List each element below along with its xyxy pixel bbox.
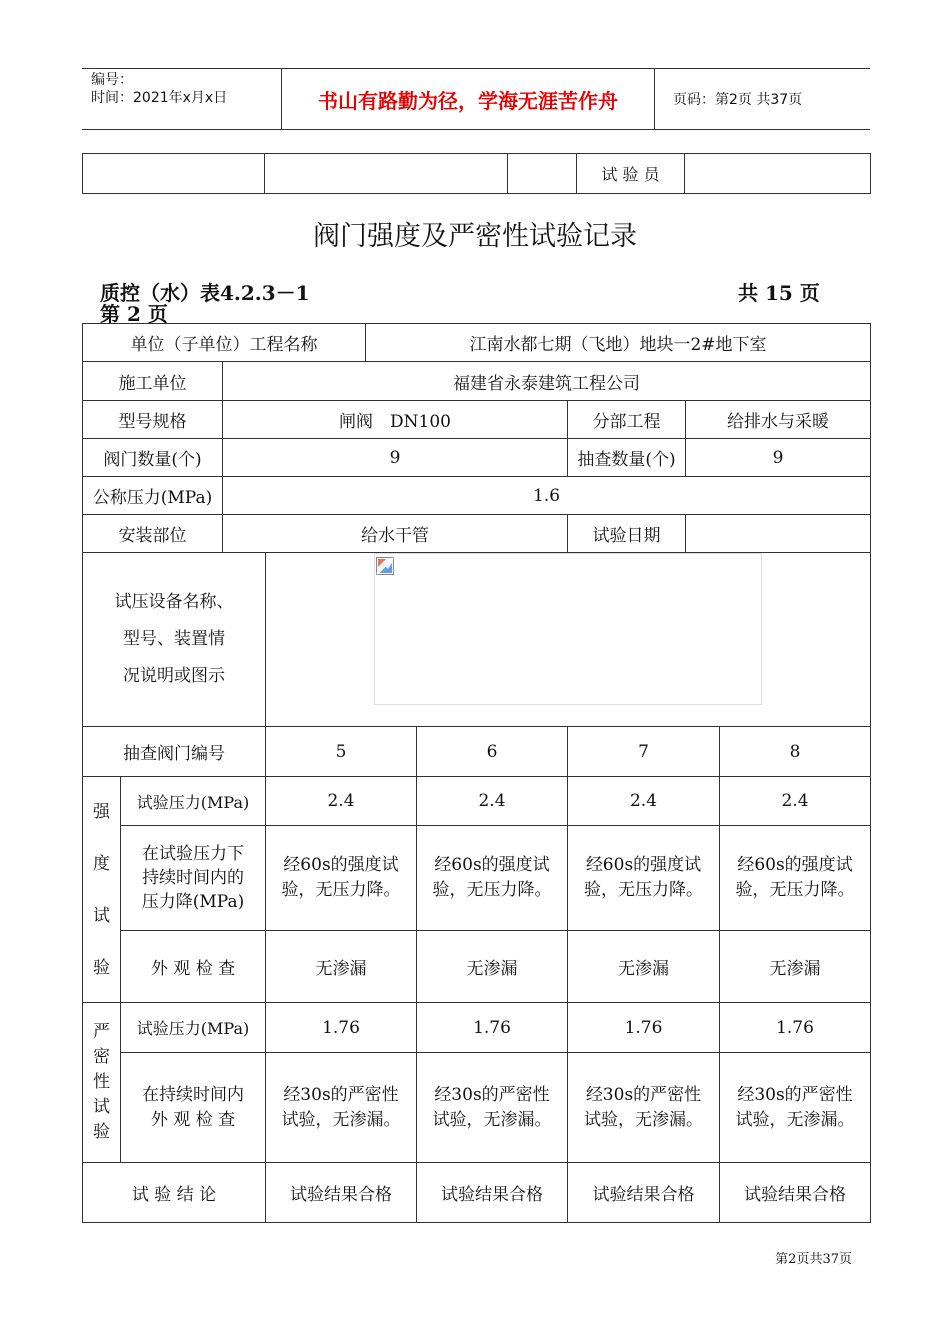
result-line: 经30s的严密性 bbox=[585, 1084, 702, 1105]
result-line: 试验，无渗漏。 bbox=[584, 1109, 703, 1130]
result-line: 经60s的强度试 bbox=[283, 855, 399, 875]
conclusion-value: 试验结果合格 bbox=[720, 1163, 871, 1223]
group-label-char: 度 bbox=[93, 853, 110, 874]
strength-appearance-value: 无渗漏 bbox=[568, 931, 720, 1003]
strength-pressure-value: 2.4 bbox=[266, 777, 417, 826]
pressure-drop-result bbox=[417, 826, 568, 931]
pressure-drop-label bbox=[121, 826, 266, 931]
strength-appearance-label: 外 观 检 查 bbox=[121, 931, 266, 1003]
tightness-pressure-value: 1.76 bbox=[417, 1003, 568, 1053]
equipment-label-line: 试压设备名称、 bbox=[114, 592, 234, 612]
subproject-label: 分部工程 bbox=[568, 401, 686, 439]
pressure-drop-result bbox=[568, 826, 720, 931]
doc-number-label: 编号： bbox=[91, 72, 133, 88]
result-line: 经30s的严密性 bbox=[737, 1084, 853, 1105]
sample-count-value: 9 bbox=[686, 439, 871, 477]
tightness-pressure-value: 1.76 bbox=[720, 1003, 871, 1053]
strength-test-group-label bbox=[83, 777, 121, 1003]
group-label-char: 强 bbox=[93, 801, 110, 822]
strength-pressure-value: 2.4 bbox=[568, 777, 720, 826]
tester-signature-cell bbox=[685, 154, 871, 194]
strength-pressure-value: 2.4 bbox=[417, 777, 568, 826]
group-label-char: 验 bbox=[93, 957, 110, 978]
result-line: 验，无压力降。 bbox=[584, 880, 703, 900]
result-line: 验，无压力降。 bbox=[281, 880, 401, 900]
equipment-label-line: 型号、装置情 bbox=[123, 629, 225, 649]
result-line: 试验，无渗漏。 bbox=[735, 1109, 855, 1130]
result-line: 试验，无渗漏。 bbox=[432, 1109, 552, 1130]
equipment-label-line: 况说明或图示 bbox=[123, 666, 225, 686]
project-name-value: 江南水都七期（飞地）地块一2#地下室 bbox=[366, 324, 871, 362]
valve-number: 8 bbox=[720, 727, 871, 777]
valve-number-label: 抽查阀门编号 bbox=[83, 727, 266, 777]
label-line: 持续时间内的 bbox=[142, 868, 244, 888]
result-line: 经60s的强度试 bbox=[585, 855, 702, 875]
pressure-drop-result bbox=[266, 826, 417, 931]
group-label-char: 性 bbox=[93, 1072, 110, 1092]
result-line: 经60s的强度试 bbox=[737, 855, 853, 875]
image-placeholder-frame bbox=[374, 553, 762, 705]
tightness-check-result bbox=[568, 1053, 720, 1163]
page-header bbox=[82, 68, 870, 130]
strength-appearance-value: 无渗漏 bbox=[266, 931, 417, 1003]
equipment-diagram bbox=[266, 553, 870, 725]
strength-appearance-value: 无渗漏 bbox=[720, 931, 871, 1003]
result-line: 经30s的严密性 bbox=[434, 1084, 550, 1105]
tightness-pressure-label: 试验压力(MPa) bbox=[121, 1003, 266, 1053]
model-value: 闸阀 DN100 bbox=[223, 401, 568, 439]
signature-cell bbox=[508, 154, 577, 194]
sample-count-label: 抽查数量(个) bbox=[568, 439, 686, 477]
strength-appearance-value: 无渗漏 bbox=[417, 931, 568, 1003]
footer-page-info: 第2页共37页 bbox=[775, 1252, 852, 1267]
location-value: 给水干管 bbox=[223, 515, 568, 553]
result-line: 验，无压力降。 bbox=[432, 880, 552, 900]
document-title: 阀门强度及严密性试验记录 bbox=[313, 221, 637, 252]
nominal-pressure-label: 公称压力(MPa) bbox=[83, 477, 223, 515]
result-line: 经30s的严密性 bbox=[283, 1084, 399, 1105]
broken-image-icon bbox=[376, 557, 394, 575]
tightness-pressure-value: 1.76 bbox=[266, 1003, 417, 1053]
total-pages: 共 15 页 bbox=[738, 281, 820, 305]
header-meta bbox=[82, 69, 281, 129]
label-line: 在持续时间内 bbox=[142, 1084, 244, 1105]
tightness-check-label bbox=[121, 1053, 266, 1163]
builder-value: 福建省永泰建筑工程公司 bbox=[223, 362, 871, 401]
result-line: 经60s的强度试 bbox=[434, 855, 550, 875]
strength-pressure-value: 2.4 bbox=[720, 777, 871, 826]
form-code: 质控（水）表4.2.3－1 bbox=[100, 281, 310, 305]
group-label-char: 验 bbox=[93, 1122, 110, 1142]
group-label-char: 试 bbox=[93, 905, 110, 926]
conclusion-value: 试验结果合格 bbox=[266, 1163, 417, 1223]
label-line: 在试验压力下 bbox=[142, 844, 244, 864]
test-date-label: 试验日期 bbox=[568, 515, 686, 553]
valve-test-record-table bbox=[82, 323, 871, 1223]
valve-number: 5 bbox=[266, 727, 417, 777]
tightness-check-result bbox=[266, 1053, 417, 1163]
equipment-diagram-cell bbox=[266, 553, 871, 727]
signature-cell bbox=[83, 154, 265, 194]
group-label-char: 试 bbox=[93, 1097, 110, 1117]
conclusion-value: 试验结果合格 bbox=[568, 1163, 720, 1223]
location-label: 安装部位 bbox=[83, 515, 223, 553]
result-line: 试验，无渗漏。 bbox=[281, 1109, 401, 1130]
conclusion-label: 试 验 结 论 bbox=[83, 1163, 266, 1223]
signature-table bbox=[82, 153, 871, 194]
strength-pressure-label: 试验压力(MPa) bbox=[121, 777, 266, 826]
result-line: 验，无压力降。 bbox=[735, 880, 855, 900]
builder-label: 施工单位 bbox=[83, 362, 223, 401]
model-label: 型号规格 bbox=[83, 401, 223, 439]
tightness-test-group-label bbox=[83, 1003, 121, 1163]
doc-date-label: 时间：2021年x月x日 bbox=[91, 90, 228, 106]
test-date-value bbox=[686, 515, 871, 553]
valve-count-label: 阀门数量(个) bbox=[83, 439, 223, 477]
header-motto: 书山有路勤为径，学海无涯苦作舟 bbox=[318, 88, 618, 113]
project-name-label: 单位（子单位）工程名称 bbox=[83, 324, 366, 362]
nominal-pressure-value: 1.6 bbox=[223, 477, 871, 515]
signature-cell bbox=[265, 154, 508, 194]
group-label-char: 密 bbox=[93, 1047, 110, 1067]
tightness-check-result bbox=[417, 1053, 568, 1163]
valve-count-value: 9 bbox=[223, 439, 568, 477]
group-label-char: 严 bbox=[93, 1022, 110, 1042]
tester-label: 试 验 员 bbox=[577, 154, 685, 194]
pressure-drop-result bbox=[720, 826, 871, 931]
tightness-check-result bbox=[720, 1053, 871, 1163]
tightness-pressure-value: 1.76 bbox=[568, 1003, 720, 1053]
conclusion-value: 试验结果合格 bbox=[417, 1163, 568, 1223]
header-divider bbox=[654, 69, 655, 129]
equipment-label bbox=[83, 553, 266, 727]
subproject-value: 给排水与采暖 bbox=[686, 401, 871, 439]
valve-number: 7 bbox=[568, 727, 720, 777]
valve-number: 6 bbox=[417, 727, 568, 777]
label-line: 外 观 检 查 bbox=[150, 1109, 236, 1130]
label-line: 压力降(MPa) bbox=[141, 892, 245, 912]
header-page-info: 页码：第2页 共37页 bbox=[673, 92, 803, 108]
page-number: 第 2 页 bbox=[100, 302, 168, 326]
